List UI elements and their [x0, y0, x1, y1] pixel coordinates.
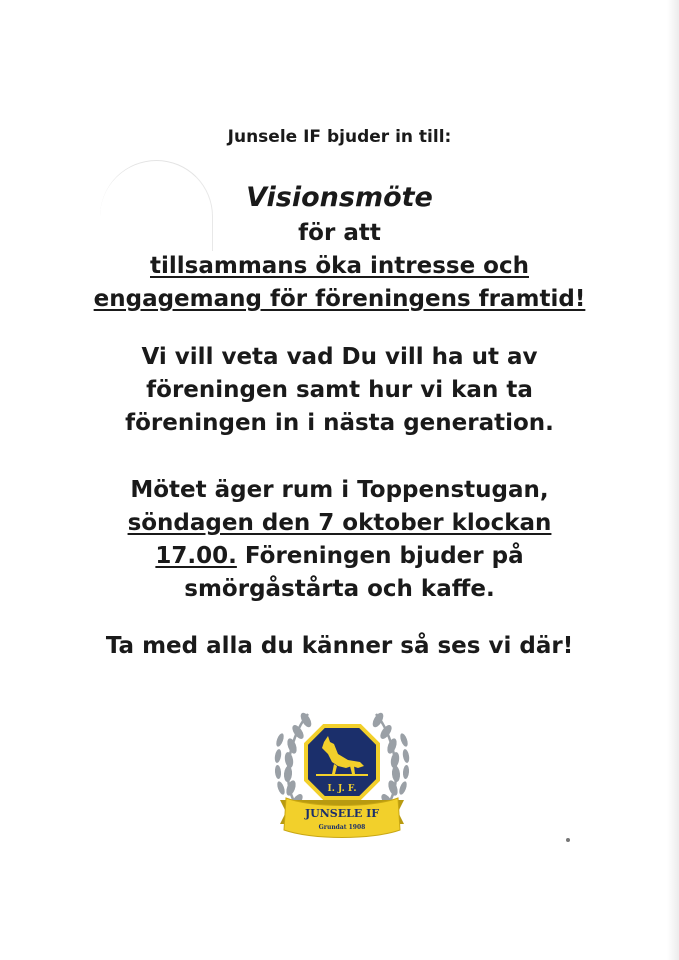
subtitle-line-2: [0, 250, 679, 283]
logo-banner-name: JUNSELE IF: [304, 807, 380, 820]
logo-initials: I. J. F.: [327, 784, 357, 794]
logo-banner-founded: Grundat 1908: [318, 824, 366, 831]
scan-speck: [566, 838, 570, 842]
purpose-line-3: föreningen in i nästa generation.: [125, 410, 554, 436]
paragraph-details: [0, 474, 679, 606]
details-line-2: [0, 507, 679, 540]
details-time: 17.00.: [155, 543, 237, 569]
subtitle-line-1: för att: [298, 220, 381, 246]
club-emblem-icon: [272, 702, 412, 844]
intro-text: Junsele IF bjuder in till:: [227, 127, 452, 147]
subtitle-line-2-text: tillsammans öka intresse och: [150, 253, 529, 279]
details-line-4: smörgåstårta och kaffe.: [184, 576, 495, 602]
club-logo: [272, 702, 412, 844]
subtitle-line-3-text: engagemang för föreningens framtid!: [93, 286, 586, 312]
purpose-line-1: Vi vill veta vad Du vill ha ut av: [141, 344, 538, 370]
details-line-1: Mötet äger rum i Toppenstugan,: [130, 477, 549, 503]
paragraph-purpose: [0, 341, 679, 440]
details-line-3: [0, 540, 679, 573]
poster-title: Visionsmöte: [246, 182, 433, 213]
details-line-3-rest: Föreningen bjuder på: [236, 543, 524, 569]
details-line-2-text: söndagen den 7 oktober klockan: [127, 510, 552, 536]
closing-line: Ta med alla du känner så ses vi där!: [105, 633, 574, 659]
purpose-line-2: föreningen samt hur vi kan ta: [146, 377, 533, 403]
subtitle-line-3: [0, 283, 679, 316]
